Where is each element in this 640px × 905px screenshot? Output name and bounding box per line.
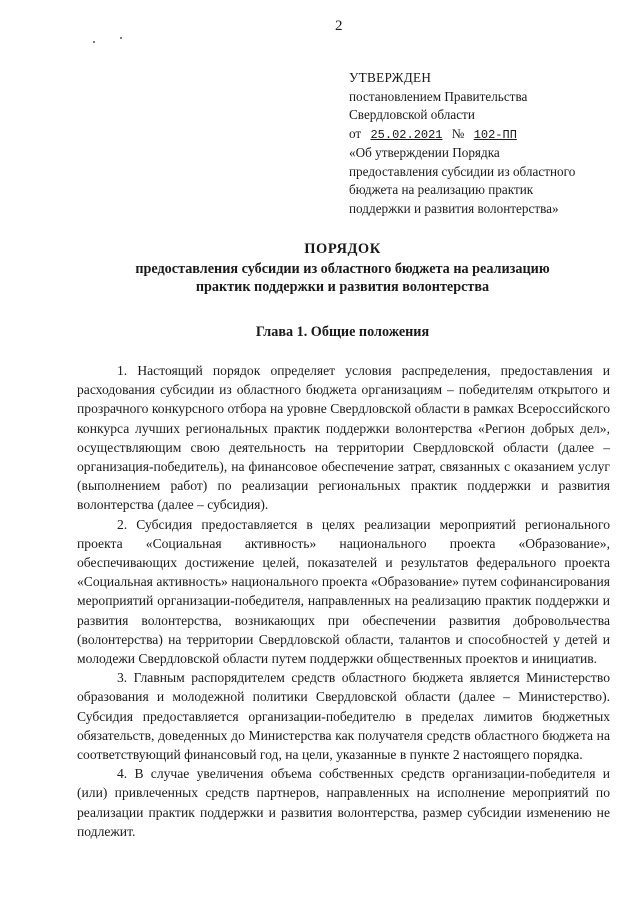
chapter-heading: Глава 1. Общие положения <box>255 324 430 340</box>
approval-reference: предоставления субсидии из областного <box>349 163 576 179</box>
paragraph: 4. В случае увеличения объема собственных средств организации-победителя и (или) привлеченных средств партнеров, направленных на исполнение мероприятий по реализации практик поддержки и развития волонтерства, размер субсидии изменению не подлежит. <box>77 766 610 839</box>
approval-heading: УТВЕРЖДЕН <box>349 70 432 85</box>
approval-reference: бюджета на реализацию практик <box>349 182 534 197</box>
approval-line: постановлением Правительства <box>349 88 528 104</box>
number-prefix: № <box>451 125 465 141</box>
approval-reference: «Об утверждении Порядка <box>349 145 500 160</box>
title-subtitle: предоставления субсидии из областного бюджета на реализацию <box>135 261 550 277</box>
title-subtitle: практик поддержки и развития волонтерства <box>195 279 490 295</box>
paragraph: 2. Субсидия предоставляется в целях реализации мероприятий регионального проекта «Социальная активность» национального проекта «Образование», обеспечивающих достижение целей, показателей и результатов федерального проекта «Социальная активность» национального проекта «Образование» путем софинансирования мероприятий организации-победителя, направленных на реализацию практик поддержки и развития волонтерства, возникающих при обеспечении развития добровольчества (волонтерства) на территории Свердловской области, талантов и способностей у детей и молодежи Свердловской области путем поддержки общественных проектов и инициатив. <box>77 516 610 667</box>
approval-reference: поддержки и развития волонтерства» <box>349 200 559 216</box>
approval-number: 102-ПП <box>473 127 517 142</box>
page-number: 2 <box>335 18 343 34</box>
paragraph: 3. Главным распорядителем средств областного бюджета является Министерство образования и молодежной политики Свердловской области (далее – Министерство). Субсидия предоставляется организации-победителю в пределах лимитов бюджетных обязательств, доведенных до Министерства как получателя средств областного бюджета на соответствующий финансовый год, на цели, указанные в пункте 2 настоящего порядка. <box>77 670 610 763</box>
document-title <box>70 240 615 296</box>
approval-date-line <box>349 125 619 145</box>
title-main: ПОРЯДОК <box>304 241 381 257</box>
scan-speck <box>120 37 122 39</box>
approval-stamp <box>349 69 619 218</box>
paragraph: 1. Настоящий порядок определяет условия распределения, предоставления и расходования субсидии из областного бюджета организациям – победителям открытого и прозрачного конкурсного отбора на уровне Свердловской области в рамках Всероссийского конкурса лучших региональных практик поддержки волонтерства «Регион добрых дел», осуществляющим свою деятельность на территории Свердловской области (далее – организация-победитель), на финансовое обеспечение затрат, связанных с оказанием услуг (выполнением работ) по реализации региональных практик поддержки и развития волонтерства (далее – субсидия). <box>77 363 610 513</box>
date-prefix: от <box>349 125 362 141</box>
approval-line: Свердловской области <box>349 107 475 122</box>
scan-speck <box>93 41 95 43</box>
body-text <box>77 361 610 841</box>
approval-date: 25.02.2021 <box>370 127 443 142</box>
